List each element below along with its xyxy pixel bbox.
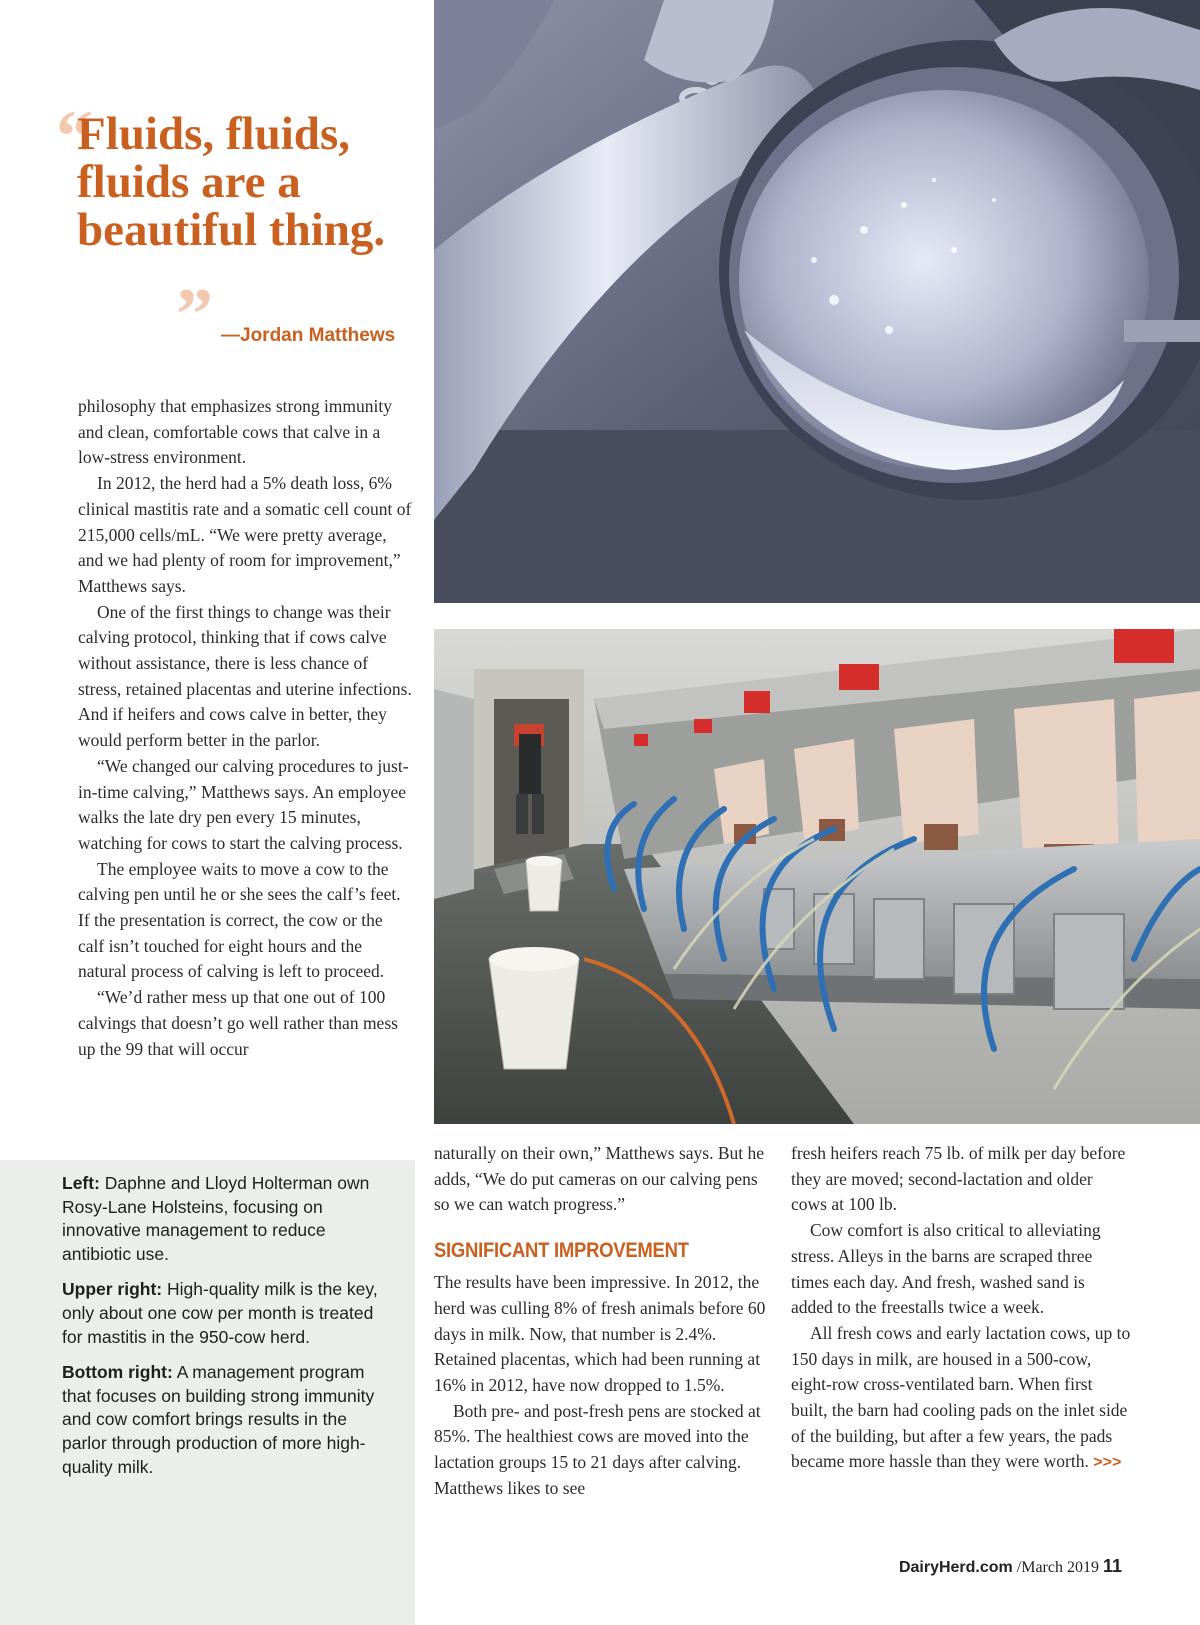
caption-list <box>62 1172 392 1491</box>
footer-site: DairyHerd.com <box>898 1559 1013 1576</box>
photo-milk-claw-illustration <box>434 0 1200 603</box>
paragraph-text: All fresh cows and early lactation cows, up to 150 days in milk, are housed in a 500-cow, eight-row cross-ventilated barn. When first built, the barn had cooling pads on the inlet side of the building, but after a few years, the pads became more hassle than they were worth. <box>791 1322 1131 1472</box>
paragraph: naturally on their own,” Matthews says. But he adds, “We do put cameras on our calving pens so we can watch progress.” <box>434 1143 765 1215</box>
paragraph: In 2012, the herd had a 5% death loss, 6% clinical mastitis rate and a somatic cell count of 215,000 cells/mL. “We were pretty average, and we had plenty of room for improvement,” Matthews says. <box>78 473 412 596</box>
paragraph: Cow comfort is also critical to alleviating stress. Alleys in the barns are scraped three times each day. And fresh, washed sand is added to the freestalls twice a week. <box>791 1220 1101 1318</box>
caption-text: A management program that focuses on building strong immunity and cow comfort brings results in the parlor through production of more high-quality milk. <box>62 1362 375 1477</box>
caption-upper-right <box>62 1278 392 1349</box>
photo-milk-claw <box>434 0 1200 603</box>
caption-box <box>0 1160 415 1625</box>
page-number: 11 <box>1102 1556 1122 1576</box>
article-column-left <box>78 394 413 1062</box>
quote-close-mark: ” <box>176 274 213 356</box>
paragraph: One of the first things to change was their calving protocol, thinking that if cows calve without assistance, there is less chance of stress, retained placentas and uterine infections. And if heifers and cows calve in better, they would perform better in the parlor. <box>78 601 412 751</box>
caption-text: Daphne and Lloyd Holterman own Rosy-Lane Holsteins, focusing on innovative management to reduce antibiotic use. <box>62 1173 370 1264</box>
paragraph: The employee waits to move a cow to the calving pen until he or she sees the calf’s feet. If the presentation is correct, the cow or the calf isn’t touched for eight hours and the natural process of calving is left to proceed. <box>78 858 401 982</box>
paragraph: Both pre- and post-fresh pens are stocked at 85%. The healthiest cows are moved into the lactation groups 15 to 21 days after calving. Matthews likes to see <box>434 1400 761 1498</box>
pull-quote-attribution: —Jordan Matthews <box>221 325 396 346</box>
paragraph: “We changed our calving procedures to just-in-time calving,” Matthews says. An employee walks the late dry pen every 15 minutes, watching for cows to start the calving process. <box>78 755 409 853</box>
photo-milking-parlor-illustration <box>434 629 1200 1124</box>
caption-label: Bottom right: <box>62 1362 173 1383</box>
caption-label: Left: <box>62 1173 100 1193</box>
caption-text: High-quality milk is the key, only about one cow per month is treated for mastitis in the 950-cow herd. <box>62 1279 378 1347</box>
paragraph: fresh heifers reach 75 lb. of milk per day before they are moved; second-lactation and older cows at 100 lb. <box>791 1143 1126 1215</box>
pull-quote-text: Fluids, fluids, fluids are a beautiful thing. <box>77 108 386 256</box>
footer-date: /March 2019 <box>1012 1559 1103 1576</box>
section-heading: SIGNIFICANT IMPROVEMENT <box>434 1239 689 1263</box>
page-footer <box>899 1556 1122 1577</box>
paragraph: “We’d rather mess up that one out of 100 calvings that doesn’t go well rather than mess up the 99 that will occur <box>78 987 398 1059</box>
quote-open-mark: “ <box>56 96 93 178</box>
pull-quote <box>56 96 416 356</box>
photo-milking-parlor <box>434 629 1200 1124</box>
caption-left <box>62 1172 392 1266</box>
article-column-middle <box>434 1141 769 1501</box>
caption-bottom-right <box>62 1361 392 1479</box>
continue-marker: >>> <box>1093 1454 1122 1472</box>
paragraph: The results have been impressive. In 2012, the herd was culling 8% of fresh animals before 60 days in milk. Now, that number is 2.4%. Retained placentas, which had been running at 16% in 2012, have now dropped to 1.5%. <box>434 1272 766 1395</box>
paragraph <box>791 1321 1131 1476</box>
caption-label: Upper right: <box>62 1279 163 1300</box>
paragraph: philosophy that emphasizes strong immunity and clean, comfortable cows that calve in a low-stress environment. <box>78 396 393 468</box>
article-column-right <box>791 1141 1131 1476</box>
